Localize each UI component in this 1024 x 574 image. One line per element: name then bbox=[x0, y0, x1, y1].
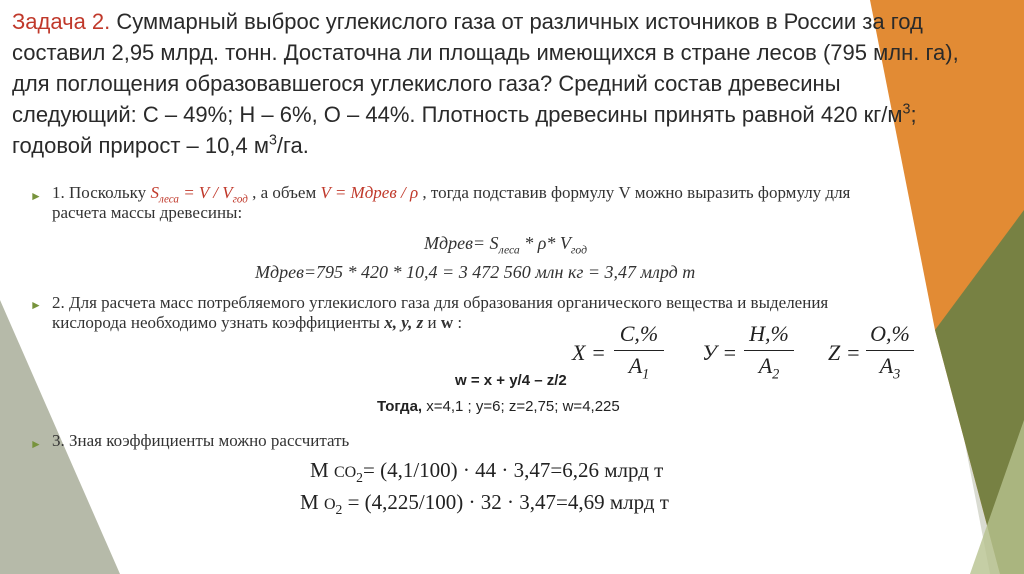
y-numerator: H,% bbox=[749, 321, 789, 346]
task-title bbox=[12, 6, 1012, 161]
coefficient-values: Тогда, x=4,1 ; y=6; z=2,75; w=4,225 bbox=[377, 398, 620, 415]
z-lhs: Z = bbox=[828, 340, 861, 365]
bullet-arrow-icon: ► bbox=[30, 298, 42, 312]
step2-line2: кислорода необходимо узнать коэффициенты x, y, z и w : bbox=[52, 313, 463, 332]
bullet-arrow-icon: ► bbox=[30, 189, 42, 203]
x-denominator: $A_1$ bbox=[628, 353, 650, 383]
y-fraction-bar bbox=[744, 350, 794, 351]
mass-formula: Мдрев= $S_{леса} * \rho*$ $V_{год}$ bbox=[424, 233, 588, 257]
step1-line1: 1. Поскольку $S_{леса} = V / V_{год}$ , а объем V = Мдрев / ρ , тогда подставив формулу V можно выразить формулу для bbox=[52, 183, 851, 206]
z-fraction-bar bbox=[866, 350, 914, 351]
y-denominator: $A_2$ bbox=[758, 353, 780, 383]
s-forest: $S_{леса} = V / V_{год}$ bbox=[150, 183, 248, 206]
volume-formula: V = Мдрев / ρ bbox=[320, 183, 419, 202]
step1-line2: расчета массы древесины: bbox=[52, 203, 243, 222]
z-denominator: $A_3$ bbox=[879, 353, 901, 383]
bullet-arrow-icon: ► bbox=[30, 437, 42, 451]
step3-line1: 3. Зная коэффициенты можно рассчитать bbox=[52, 431, 350, 450]
title-line-2: составил 2,95 млрд. тонн. Достаточна ли площадь имеющихся в стране лесов (795 млн. га), bbox=[12, 40, 959, 65]
w-formula: w = x + y/4 – z/2 bbox=[455, 372, 567, 389]
task-label: Задача 2. bbox=[12, 9, 111, 34]
x-numerator: C,% bbox=[619, 321, 659, 346]
title-line-3: для поглощения образовавшегося углекислого газа? Средний состав древесины bbox=[12, 71, 841, 96]
co2-mass-equation: M $CO_2= (4,1/100) \cdot 44 \cdot 3,47=6,26$ млрд т bbox=[310, 458, 664, 486]
y-lhs: У = bbox=[702, 340, 738, 365]
title-line-1: Суммарный выброс углекислого газа от различных источников в России за год bbox=[110, 9, 923, 34]
step2-line1: 2. Для расчета масс потребляемого углекислого газа для образования органического вещества и выделения bbox=[52, 293, 829, 312]
z-numerator: O,% bbox=[870, 321, 910, 346]
x-lhs: X = bbox=[572, 340, 606, 365]
x-fraction-bar bbox=[614, 350, 664, 351]
o2-mass-equation: M $O_2 = (4,225/100) \cdot 32 \cdot 3,47=4,69$ млрд т bbox=[300, 490, 669, 518]
title-line-4: следующий: С – 49%; Н – 6%, О – 44%. Плотность древесины принять равной 420 $кг/м^3$; bbox=[12, 101, 917, 127]
title-line-5: годовой прирост – 10,4 $м^3/га$. bbox=[12, 132, 309, 158]
mass-calculation: Мдрев=795 * 420 * 10,4 = 3 472 560 млн кг = 3,47 млрд т bbox=[255, 262, 696, 282]
